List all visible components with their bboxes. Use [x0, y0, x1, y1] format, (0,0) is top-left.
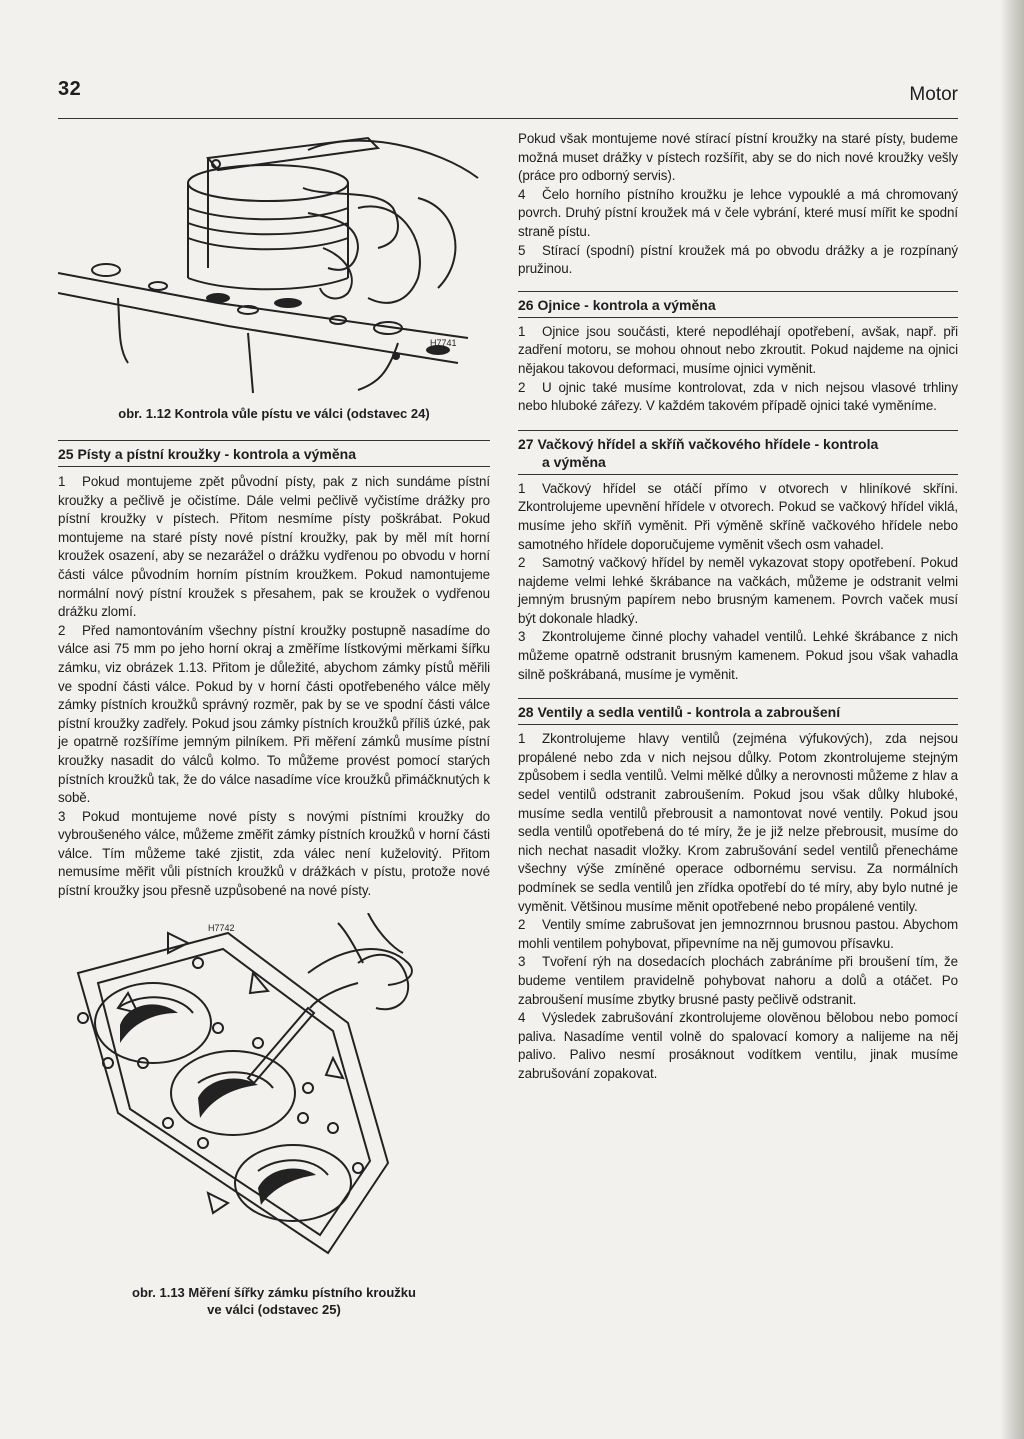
section-title: 26 Ojnice - kontrola a výměna: [518, 292, 958, 318]
paragraph-number: 1: [518, 480, 526, 496]
figure-caption-line1: obr. 1.13 Měření šířky zámku pístního kroužku: [132, 1284, 416, 1300]
section-title-line1: 27 Vačkový hřídel a skříň vačkového hřídele - kontrola: [518, 435, 879, 452]
chapter-title: Motor: [909, 84, 958, 105]
intro-text: [518, 130, 958, 279]
paragraph: [518, 953, 958, 1009]
paragraph: [518, 242, 958, 279]
paragraph: [518, 916, 958, 953]
page-number: 32: [58, 78, 82, 100]
paragraph-text: Před namontováním všechny pístní kroužky postupně nasadíme do válce asi 75 mm po jeho horní okraj a změříme lístkovými měrkami šířku zámku, viz obrázek 1.13. Přitom je důležité, abychom zámky pístů měřili ve spodní části válce. Pokud by v horní části opotřebeného válce měly zámky pístních kroužků správný rozměr, pak by se ve spodní části válce pístní kroužky zadřely. Pokud jsou zámky pístních kroužků příliš úzké, pak je opatrně rozšíříme jemným pilníkem. Při měření zámků musíme pístní kroužky nasadit do válců kolmo. To můžeme provést pomocí starých pístních kroužků tak, že do válce nasadíme více kroužků přimáčknutých k sobě.: [58, 622, 490, 806]
paragraph: [58, 808, 490, 901]
paragraph: [518, 186, 958, 242]
section-26-body: [518, 323, 958, 416]
figure-1-12: [58, 128, 490, 422]
paragraph-number: 3: [518, 629, 526, 645]
paragraph: [58, 473, 490, 622]
paragraph-number: 1: [518, 323, 526, 339]
paragraph-text: Výsledek zabrušování zkontrolujeme olověnou bělobou nebo pomocí paliva. Nasadíme ventil volně do spalovací komory a nalijeme na něj palivo. Palivo nesmí prosáknout vodítkem ventilu, jinak musíme zabrušování zopakovat.: [518, 1010, 958, 1081]
paragraph-number: 3: [518, 954, 526, 970]
paragraph: [518, 480, 958, 554]
paragraph-text: Zkontrolujeme hlavy ventilů (zejména výfukových), zda nejsou propálené nebo zda v nich nejsou důlky. Potom zkontrolujeme stejným způsobem i sedla ventilů. Velmi mělké důlky a nerovnosti můžeme z hlav a sedel ventilů odstranit zabroušením. Pokud jsou však důlky hluboké, musíme sedla ventilů přebrousit a namontovat nové ventily. Pokud jsou sedla ventilů opotřebená do té míry, že je již nelze přebrousit, musíme do nich nechat nasadit vložky. Krom zabrušování sedel ventilů přenecháme všechny výše zmíněné operace odbornému servisu. Za normálních podmínek se sedla ventilů jen zřídka opotřebí do té míry, aby bylo nutné je vyměnit. Většinou musíme měnit opotřebené nebo propálené ventily.: [518, 731, 958, 914]
paragraph-text: Stírací (spodní) pístní kroužek má po obvodu drážky a je rozpínaný pružinou.: [518, 242, 958, 277]
paragraph-number: 5: [518, 242, 526, 258]
paragraph-text: Pokud montujeme nové písty s novými pístními kroužky do vybroušeného válce, můžeme změřit zámky pístních kroužků v horní části válce. Tím můžeme také zjistit, zda válec není kuželovitý. Přitom nemusíme měřit vůli pístních kroužků v drážkách v pístu, protože nové pístní kroužky jsou přesně uzpůsobené na nové písty.: [58, 808, 490, 899]
ring-gap-illustration: [58, 913, 490, 1273]
paragraph-text: Tvoření rýh na dosedacích plochách zabráníme při broušení tím, že budeme ventilem pravidelně pohybovat nahoru a dolů a otáčet. Po zabroušení musíme zbytky brusné pasty pečlivě odstranit.: [518, 954, 958, 1007]
paragraph-number: 2: [518, 379, 526, 395]
paragraph-text: Pokud montujeme zpět původní písty, pak z nich sundáme pístní kroužky a pečlivě je očistíme. Dále velmi pečlivě vyčistíme drážky pro pístní kroužky v pístech. Přitom nesmíme písty poškrábat. Pokud montujeme na staré písty nové pístní kroužky, pak by měl mít horní kroužek osazení, aby se nezarážel o drážku vydřenou po obvodu v horní části válce původním horním pístním kroužkem. Pokud namontujeme normální nový pístní kroužek s přesahem, pak se kroužek o vydřenou drážku zlomí.: [58, 474, 490, 620]
paragraph-number: 2: [58, 622, 66, 638]
paragraph-number: 2: [518, 555, 526, 571]
section-title: 25 Písty a pístní kroužky - kontrola a výměna: [58, 441, 490, 467]
paragraph: [518, 628, 958, 684]
section-28-body: [518, 730, 958, 1083]
paragraph: [518, 1009, 958, 1083]
paragraph: [518, 730, 958, 916]
paragraph-text: Vačkový hřídel se otáčí přímo v otvorech v hliníkové skříni. Zkontrolujeme upevnění hřídele v otvorech. Pokud se vačkový hřídel viklá, musíme jeho skříň vyměnit. Při výměně skříně vačkového hřídele nebo samotného hřídele doporučujeme vyměnit všech osm vahadel.: [518, 480, 958, 552]
piston-clearance-illustration: [58, 128, 490, 396]
left-column: [58, 128, 490, 1318]
figure-1-13: [58, 913, 490, 1318]
paragraph-text: Čelo horního pístního kroužku je lehce vypouklé a má chromovaný povrch. Druhý pístní kroužek má v čele vybrání, které musí mířit ke spodní straně pístu.: [518, 186, 958, 239]
paragraph-text: Ojnice jsou součásti, které nepodléhají opotřebení, avšak, např. při zadření motoru, se mohou ohnout nebo zkroutit. Pokud najdeme na ojnici nějakou takovou deformaci, musíme ojnici vyměnit.: [518, 323, 958, 376]
fig113-code: H7742: [208, 922, 235, 933]
page-edge-shadow: [1000, 0, 1024, 1439]
paragraph-number: 1: [518, 731, 526, 747]
section-27-body: [518, 480, 958, 685]
paragraph-number: 4: [518, 1010, 526, 1026]
paragraph-number: 4: [518, 186, 526, 202]
paragraph-number: 1: [58, 474, 66, 489]
paragraph-text: Pokud však montujeme nové stírací pístní kroužky na staré písty, budeme možná muset drážky v pístech rozšířit, aby se do nich nové kroužky vešly (práce pro odborný servis).: [518, 131, 958, 184]
section-title-line2: a výměna: [542, 453, 606, 470]
paragraph: [58, 622, 490, 808]
paragraph: [518, 554, 958, 628]
right-column: [518, 128, 958, 1084]
paragraph-text: Zkontrolujeme činné plochy vahadel ventilů. Lehké škrábance z nich můžeme opatrně odstranit brusným kamenem. Pokud jsou však vahadla silně poškrábaná, musíme je vyměnit.: [518, 629, 958, 682]
section-title: 28 Ventily a sedla ventilů - kontrola a zabroušení: [518, 699, 958, 725]
paragraph: [518, 379, 958, 416]
paragraph-text: Ventily smíme zabrušovat jen jemnozrnnou brusnou pastou. Abychom mohli ventilem pohybovat, připevníme na něj gumovou přísavku.: [518, 917, 958, 951]
section-25-body: [58, 473, 490, 901]
paragraph: [518, 130, 958, 186]
header-rule: [58, 118, 958, 119]
paragraph-text: Samotný vačkový hřídel by neměl vykazovat stopy opotřebení. Pokud najdeme velmi lehké škrábance na vačkách, můžeme je odstranit velmi jemným brusným papírem nebo brusným kamenem. Povrch vaček musí být dokonale hladký.: [518, 555, 958, 626]
section-title: [518, 431, 958, 475]
paragraph-number: 3: [58, 808, 66, 824]
paragraph-text: U ojnic také musíme kontrolovat, zda v nich nejsou vlasové trhliny nebo hluboké zářezy. V každém takovém případě ojnici také vyměníme.: [518, 379, 958, 414]
figure-caption-line2: ve válci (odstavec 25): [207, 1301, 341, 1317]
fig112-code: H7741: [430, 338, 457, 348]
figure-caption: obr. 1.12 Kontrola vůle pístu ve válci (odstavec 24): [118, 406, 430, 421]
paragraph: [518, 323, 958, 379]
paragraph-number: 2: [518, 917, 526, 933]
